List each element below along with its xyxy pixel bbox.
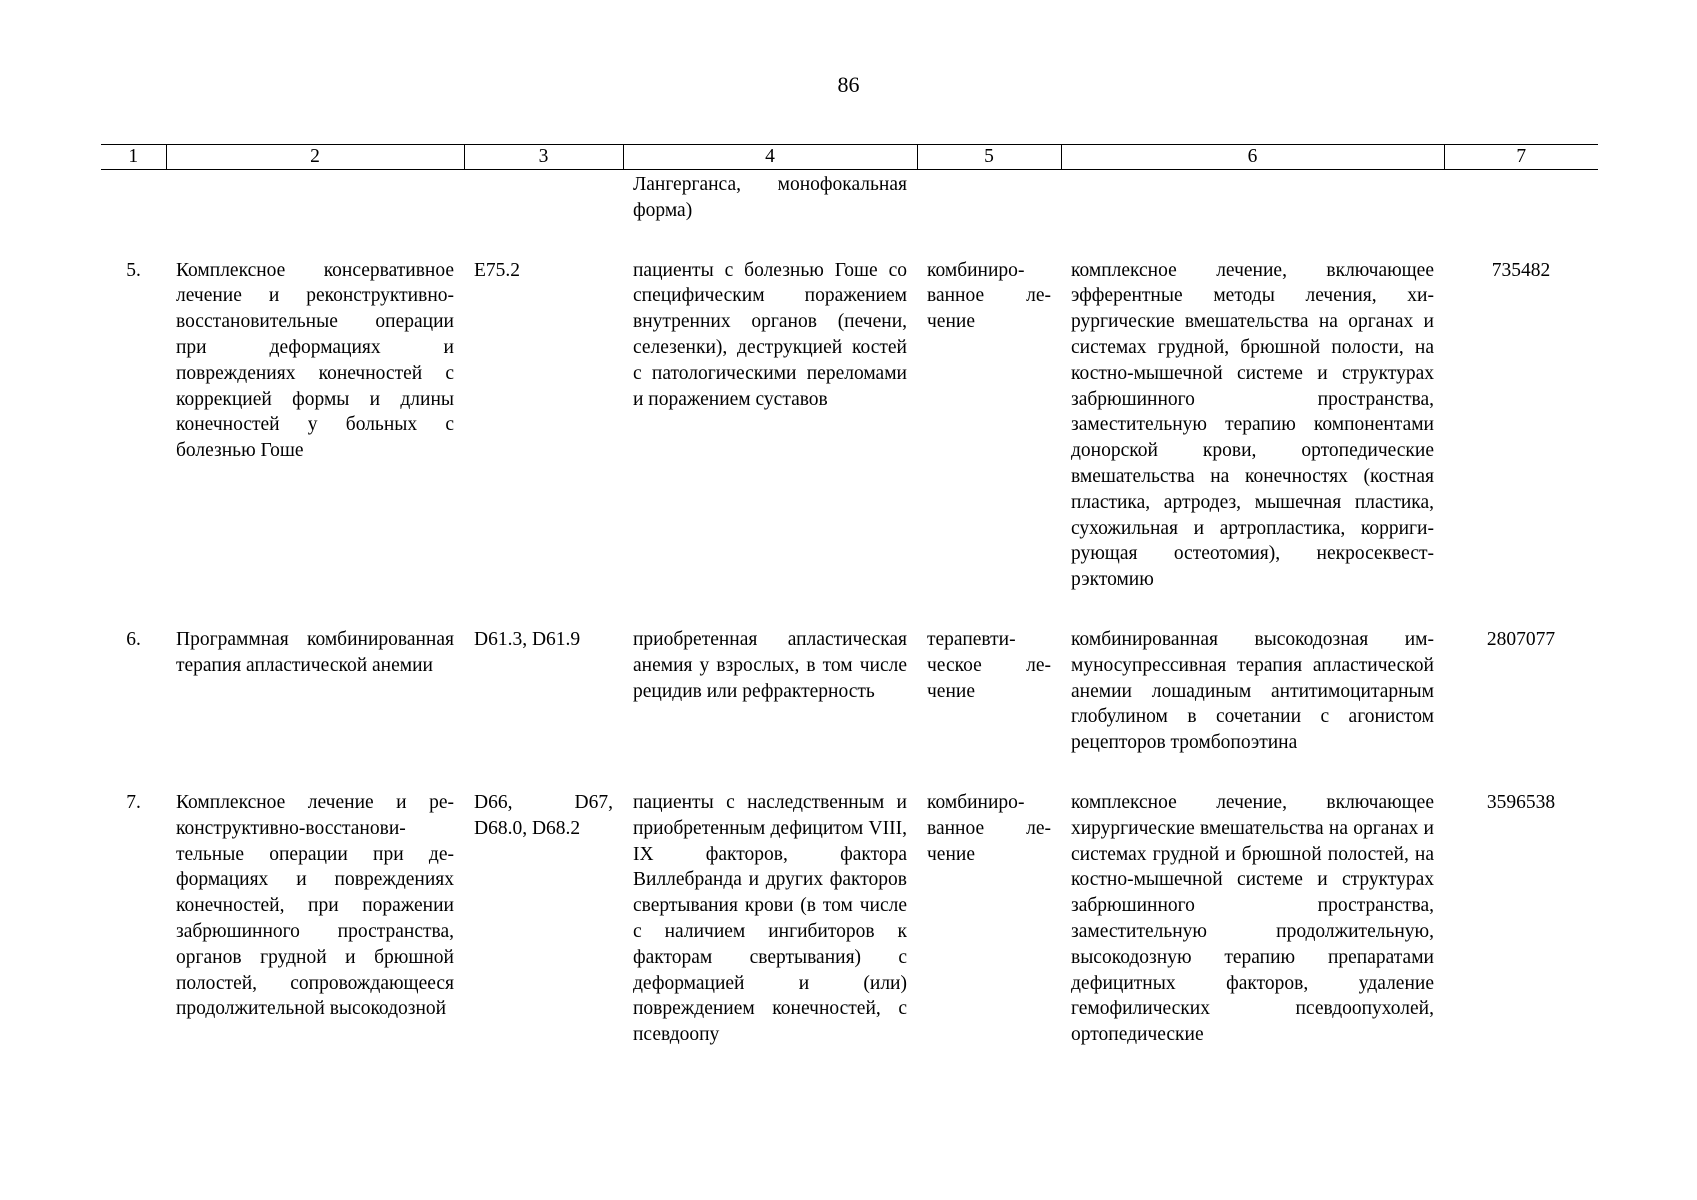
- table-row-continuation: [101, 170, 1598, 258]
- cell-cost: 3596538: [1486, 791, 1556, 813]
- cell-codes: E75.2: [474, 259, 521, 281]
- cell-method: [1061, 170, 1444, 258]
- header-col-7: 7: [1444, 145, 1598, 170]
- cell-name: Комплексное консервативное лечение и реконструктивно-восстановительные операции при деформациях и повреждениях конечностей с коррекцией формы и длины конечностей у больных с болезнью Гоше: [176, 259, 454, 462]
- table-header: [101, 145, 1598, 170]
- cell-codes: D66, D67, D68.0, D68.2: [474, 791, 613, 839]
- cell-method: комплексное лечение, включающее эфферентные методы лечения, хирургические вмешательства на органах и системах грудной, брюшной полости, на костно-мышечной системе и структурах забрюшинного пространства, заместительную терапию компонентами донорской крови, ортопедические вмешательства на конечностях (костная пластика, артродез, мышечная пластика, сухожильная и артропластика, корригирующая остеотомия), некросеквестрэктомию: [1071, 259, 1434, 591]
- table-row: [101, 627, 1598, 790]
- cell-name: Программная комбинированная терапия апластической анемии: [176, 628, 454, 676]
- table-row: [101, 258, 1598, 627]
- header-col-4: 4: [623, 145, 917, 170]
- cell-cost: 2807077: [1486, 628, 1556, 650]
- cell-codes: [464, 170, 623, 258]
- cell-codes: D61.3, D61.9: [474, 628, 581, 650]
- cell-treatment-type: [917, 170, 1061, 258]
- table-row: [101, 790, 1598, 1048]
- cell-treatment-type: терапевтическое лечение: [927, 628, 1051, 702]
- cell-patient: пациенты с болезнью Гоше со специфическим поражением внутренних органов (печени, селезенки), деструкцией костей с патологическими переломами и поражением суставов: [633, 259, 907, 410]
- cell-num: 7.: [126, 791, 141, 813]
- cell-num: 6.: [126, 628, 141, 650]
- cell-name: [166, 170, 464, 258]
- medical-care-table: [101, 144, 1598, 1048]
- cell-num: [101, 170, 166, 258]
- cell-name: Комплексное лечение и реконструктивно-восстановительные операции при деформациях и повреждениях конечностей, при поражении забрюшинного пространства, органов грудной и брюшной полостей, сопровождающееся продолжительной высокодозной: [176, 791, 454, 1020]
- cell-method: комплексное лечение, включающее хирургические вмешательства на органах и системах грудной и брюшной полостей, на костно-мышечной системе и структурах забрюшинного пространства, заместительную продолжительную, высокодозную терапию препаратами дефицитных факторов, удаление гемофилических псевдоопухолей, ортопедические: [1071, 791, 1434, 1046]
- cell-cost: [1444, 170, 1598, 258]
- cell-patient: пациенты с наследственным и приобретенным дефицитом VIII, IX факторов, фактора Виллебранда и других факторов свертывания крови (в том числе с наличием ингибиторов к факторам свертывания) с деформацией и (или) повреждением конечностей, с псевдоопу: [633, 791, 907, 1046]
- cell-patient: Лангерганса, монофокальная форма): [633, 174, 907, 221]
- header-col-6: 6: [1061, 145, 1444, 170]
- cell-cost: 735482: [1491, 259, 1551, 281]
- cell-method: комбинированная высокодозная иммуносупрессивная терапия апластической анемии лошадиным антитимоцитарным глобулином в сочетании с агонистом рецепторов тромбопоэтина: [1071, 628, 1434, 754]
- header-col-5: 5: [917, 145, 1061, 170]
- cell-treatment-type: комбинированное лечение: [927, 259, 1051, 333]
- cell-patient: приобретенная апластическая анемия у взрослых, в том числе рецидив или рефрактерность: [633, 628, 907, 702]
- cell-num: 5.: [126, 259, 141, 281]
- header-col-2: 2: [166, 145, 464, 170]
- header-row: [101, 145, 1598, 170]
- page-number: 86: [837, 72, 860, 97]
- header-col-3: 3: [464, 145, 623, 170]
- header-col-1: 1: [101, 145, 166, 170]
- cell-treatment-type: комбинированное лечение: [927, 791, 1051, 865]
